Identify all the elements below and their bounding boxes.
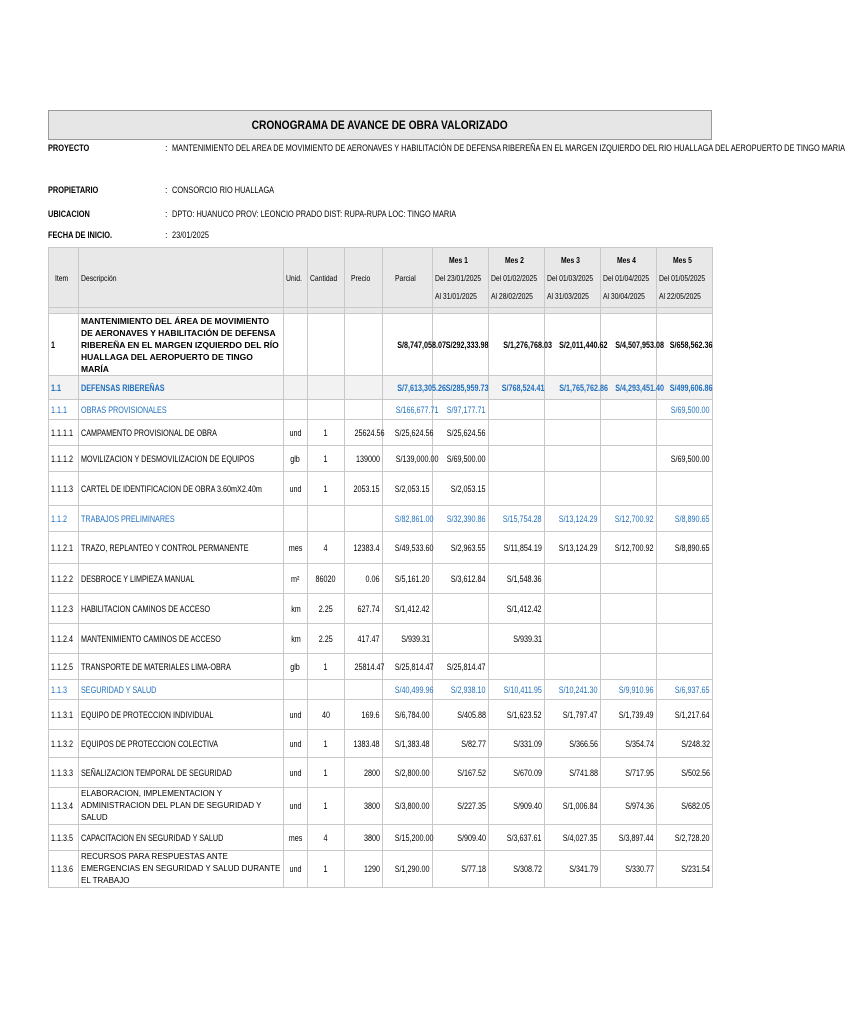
cell-item: 1 xyxy=(49,314,79,376)
info-value: DPTO: HUANUCO PROV: LEONCIO PRADO DIST: RUPA-RUPA LOC: TINGO MARIA xyxy=(172,209,457,219)
cell-mes-2: S/3,637.61 xyxy=(489,825,545,851)
cell-mes-4 xyxy=(601,472,657,506)
cell-item: 1.1.3.5 xyxy=(49,825,79,851)
cell-descripcion: CARTEL DE IDENTIFICACION DE OBRA 3.60mX2.40m xyxy=(79,472,284,506)
cell-parcial: S/139,000.00 xyxy=(383,446,433,472)
cell-mes-2: S/331.09 xyxy=(489,730,545,758)
cell-parcial: S/939.31 xyxy=(383,624,433,654)
cell-parcial: S/8,747,058.07 xyxy=(383,314,433,376)
cell-mes-1 xyxy=(433,624,489,654)
cell-cantidad: 40 xyxy=(308,700,345,730)
cell-mes-5 xyxy=(657,564,713,594)
cell-mes-5: S/502.56 xyxy=(657,758,713,788)
cell-mes-5: S/8,890.65 xyxy=(657,506,713,532)
cell-descripcion: TRAZO, REPLANTEO Y CONTROL PERMANENTE xyxy=(79,532,284,564)
cell-mes-1: S/909.40 xyxy=(433,825,489,851)
cell-cantidad xyxy=(308,680,345,700)
cell-item: 1.1.3 xyxy=(49,680,79,700)
info-label: PROYECTO xyxy=(48,143,90,153)
cell-mes-4: S/12,700.92 xyxy=(601,532,657,564)
info-colon: : xyxy=(165,209,168,219)
cell-unid: glb xyxy=(284,446,308,472)
cell-unid: km xyxy=(284,624,308,654)
cell-cantidad: 1 xyxy=(308,654,345,680)
cell-mes-1: S/2,938.10 xyxy=(433,680,489,700)
cell-cantidad: 2.25 xyxy=(308,594,345,624)
cell-mes-2: S/939.31 xyxy=(489,624,545,654)
cell-cantidad: 1 xyxy=(308,446,345,472)
table-row xyxy=(49,564,713,594)
cell-mes-2: S/1,412.42 xyxy=(489,594,545,624)
cell-descripcion: EQUIPOS DE PROTECCION COLECTIVA xyxy=(79,730,284,758)
cell-parcial: S/15,200.00 xyxy=(383,825,433,851)
header-mes-3: Mes 3 Del 01/03/2025 Al 31/03/2025 xyxy=(545,248,601,308)
table-row xyxy=(49,472,713,506)
cell-mes-3 xyxy=(545,564,601,594)
cell-item: 1.1.1.3 xyxy=(49,472,79,506)
header-parcial: Parcial xyxy=(383,248,433,308)
cell-mes-2: S/1,276,768.03 xyxy=(489,314,545,376)
cell-mes-3: S/4,027.35 xyxy=(545,825,601,851)
cell-precio xyxy=(345,506,383,532)
cell-unid: mes xyxy=(284,532,308,564)
cell-descripcion: CAPACITACION EN SEGURIDAD Y SALUD xyxy=(79,825,284,851)
header-item: Item xyxy=(49,248,79,308)
cell-unid: und xyxy=(284,788,308,825)
cell-descripcion: CAMPAMENTO PROVISIONAL DE OBRA xyxy=(79,420,284,446)
cell-mes-5: S/69,500.00 xyxy=(657,400,713,420)
cell-mes-1: S/227.35 xyxy=(433,788,489,825)
cell-mes-4 xyxy=(601,564,657,594)
cell-mes-4 xyxy=(601,446,657,472)
cell-cantidad: 86020 xyxy=(308,564,345,594)
cell-mes-5 xyxy=(657,472,713,506)
cell-item: 1.1.3.3 xyxy=(49,758,79,788)
table-row xyxy=(49,594,713,624)
sheet xyxy=(48,110,845,885)
cell-item: 1.1.2.4 xyxy=(49,624,79,654)
table-row xyxy=(49,851,713,888)
table-row xyxy=(49,680,713,700)
cell-mes-2: S/308.72 xyxy=(489,851,545,888)
cell-parcial: S/40,499.96 xyxy=(383,680,433,700)
cell-item: 1.1.3.1 xyxy=(49,700,79,730)
cell-mes-5: S/231.54 xyxy=(657,851,713,888)
cell-mes-1: S/69,500.00 xyxy=(433,446,489,472)
cell-mes-1: S/167.52 xyxy=(433,758,489,788)
cell-descripcion: OBRAS PROVISIONALES xyxy=(79,400,284,420)
info-label: UBICACION xyxy=(48,209,90,219)
cell-descripcion: DESBROCE Y LIMPIEZA MANUAL xyxy=(79,564,284,594)
cell-cantidad: 4 xyxy=(308,825,345,851)
cell-descripcion: SEGURIDAD Y SALUD xyxy=(79,680,284,700)
cell-mes-2: S/909.40 xyxy=(489,788,545,825)
cell-mes-3: S/13,124.29 xyxy=(545,506,601,532)
cell-mes-5: S/1,217.64 xyxy=(657,700,713,730)
table-row xyxy=(49,730,713,758)
cell-mes-1: S/405.88 xyxy=(433,700,489,730)
cell-item: 1.1.3.2 xyxy=(49,730,79,758)
cell-cantidad xyxy=(308,314,345,376)
cell-precio: 3800 xyxy=(345,825,383,851)
cell-mes-4 xyxy=(601,654,657,680)
cell-mes-4: S/12,700.92 xyxy=(601,506,657,532)
cell-descripcion: MOVILIZACION Y DESMOVILIZACION DE EQUIPOS xyxy=(79,446,284,472)
cell-cantidad xyxy=(308,376,345,400)
cell-parcial: S/25,624.56 xyxy=(383,420,433,446)
cell-parcial: S/5,161.20 xyxy=(383,564,433,594)
cell-mes-2: S/11,854.19 xyxy=(489,532,545,564)
cell-unid xyxy=(284,400,308,420)
info-value: MANTENIMIENTO DEL AREA DE MOVIMIENTO DE AERONAVES Y HABILITACIÓN DE DEFENSA RIBEREÑA EN EL MARGEN IZQUIERDO DEL RIO HUALLAGA DEL AEROPUERTO DE TINGO MARIA xyxy=(172,143,845,153)
cell-mes-1: S/32,390.86 xyxy=(433,506,489,532)
cell-mes-3: S/741.88 xyxy=(545,758,601,788)
cell-mes-2 xyxy=(489,400,545,420)
cell-mes-1: S/2,963.55 xyxy=(433,532,489,564)
cell-precio: 139000 xyxy=(345,446,383,472)
cell-unid xyxy=(284,680,308,700)
cell-parcial: S/166,677.71 xyxy=(383,400,433,420)
cell-unid: mes xyxy=(284,825,308,851)
cell-precio: 0.06 xyxy=(345,564,383,594)
cell-parcial: S/49,533.60 xyxy=(383,532,433,564)
cell-item: 1.1.2.5 xyxy=(49,654,79,680)
cell-precio: 627.74 xyxy=(345,594,383,624)
cell-item: 1.1.2.3 xyxy=(49,594,79,624)
cell-mes-2: S/1,548.36 xyxy=(489,564,545,594)
cell-mes-2: S/670.09 xyxy=(489,758,545,788)
cell-cantidad: 1 xyxy=(308,851,345,888)
cell-precio: 1383.48 xyxy=(345,730,383,758)
header-precio: Precio xyxy=(345,248,383,308)
cell-mes-3 xyxy=(545,624,601,654)
table-row xyxy=(49,420,713,446)
cell-mes-1: S/77.18 xyxy=(433,851,489,888)
cell-descripcion: EQUIPO DE PROTECCION INDIVIDUAL xyxy=(79,700,284,730)
cell-unid: glb xyxy=(284,654,308,680)
cell-mes-3 xyxy=(545,472,601,506)
cell-precio: 25814.47 xyxy=(345,654,383,680)
table-row xyxy=(49,376,713,400)
cell-item: 1.1.2.2 xyxy=(49,564,79,594)
cell-mes-2 xyxy=(489,420,545,446)
table-row xyxy=(49,624,713,654)
cell-unid: und xyxy=(284,472,308,506)
cell-mes-3: S/10,241.30 xyxy=(545,680,601,700)
cell-unid: und xyxy=(284,700,308,730)
cell-mes-4: S/330.77 xyxy=(601,851,657,888)
cell-mes-5: S/682.05 xyxy=(657,788,713,825)
cell-parcial: S/82,861.00 xyxy=(383,506,433,532)
cell-mes-3: S/2,011,440.62 xyxy=(545,314,601,376)
table-header-row xyxy=(49,248,713,308)
cell-mes-1: S/3,612.84 xyxy=(433,564,489,594)
cell-parcial: S/2,053.15 xyxy=(383,472,433,506)
info-value: 23/01/2025 xyxy=(172,230,209,240)
header-cantidad: Cantidad xyxy=(308,248,345,308)
cell-mes-4: S/4,507,953.08 xyxy=(601,314,657,376)
cell-mes-3 xyxy=(545,446,601,472)
cell-cantidad: 4 xyxy=(308,532,345,564)
table-row xyxy=(49,758,713,788)
cell-precio: 3800 xyxy=(345,788,383,825)
cell-descripcion: MANTENIMIENTO DEL ÁREA DE MOVIMIENTO DE AERONAVES Y HABILITACIÓN DE DEFENSA RIBEREÑA EN EL MARGEN IZQUIERDO DEL RÍO HUALLAGA DEL AEROPUERTO DE TINGO MARÍA xyxy=(79,314,284,376)
cell-item: 1.1.2 xyxy=(49,506,79,532)
info-label: FECHA DE INICIO. xyxy=(48,230,113,240)
cell-mes-1: S/82.77 xyxy=(433,730,489,758)
cell-precio xyxy=(345,376,383,400)
schedule-table xyxy=(48,247,713,888)
cell-mes-2: S/1,623.52 xyxy=(489,700,545,730)
cell-mes-4 xyxy=(601,400,657,420)
info-colon: : xyxy=(165,230,168,240)
cell-mes-5: S/69,500.00 xyxy=(657,446,713,472)
cell-mes-4: S/354.74 xyxy=(601,730,657,758)
cell-descripcion: SEÑALIZACION TEMPORAL DE SEGURIDAD xyxy=(79,758,284,788)
header-unid: Unid. xyxy=(284,248,308,308)
cell-mes-5: S/2,728.20 xyxy=(657,825,713,851)
cell-mes-2: S/768,524.41 xyxy=(489,376,545,400)
cell-mes-4: S/1,739.49 xyxy=(601,700,657,730)
cell-mes-4 xyxy=(601,420,657,446)
cell-cantidad: 1 xyxy=(308,788,345,825)
cell-mes-5: S/499,606.86 xyxy=(657,376,713,400)
cell-parcial: S/1,383.48 xyxy=(383,730,433,758)
cell-precio: 169.6 xyxy=(345,700,383,730)
cell-precio xyxy=(345,314,383,376)
cell-descripcion: ELABORACION, IMPLEMENTACION Y ADMINISTRACION DEL PLAN DE SEGURIDAD Y SALUD xyxy=(79,788,284,825)
cell-mes-1: S/25,624.56 xyxy=(433,420,489,446)
cell-parcial: S/3,800.00 xyxy=(383,788,433,825)
cell-parcial: S/2,800.00 xyxy=(383,758,433,788)
cell-item: 1.1.1.1 xyxy=(49,420,79,446)
cell-item: 1.1 xyxy=(49,376,79,400)
cell-cantidad xyxy=(308,506,345,532)
cell-mes-1: S/25,814.47 xyxy=(433,654,489,680)
header-mes-2: Mes 2 Del 01/02/2025 Al 28/02/2025 xyxy=(489,248,545,308)
cell-cantidad: 1 xyxy=(308,758,345,788)
cell-mes-2: S/10,411.95 xyxy=(489,680,545,700)
header-mes-1: Mes 1 Del 23/01/2025 Al 31/01/2025 xyxy=(433,248,489,308)
cell-precio: 2800 xyxy=(345,758,383,788)
cell-unid: und xyxy=(284,851,308,888)
cell-parcial: S/6,784.00 xyxy=(383,700,433,730)
cell-precio: 25624.56 xyxy=(345,420,383,446)
cell-precio: 2053.15 xyxy=(345,472,383,506)
cell-mes-1: S/292,333.98 xyxy=(433,314,489,376)
cell-unid xyxy=(284,376,308,400)
cell-descripcion: TRANSPORTE DE MATERIALES LIMA-OBRA xyxy=(79,654,284,680)
table-row xyxy=(49,446,713,472)
cell-cantidad: 1 xyxy=(308,420,345,446)
cell-mes-1 xyxy=(433,594,489,624)
cell-descripcion: TRABAJOS PRELIMINARES xyxy=(79,506,284,532)
table-row xyxy=(49,314,713,376)
cell-unid: und xyxy=(284,730,308,758)
info-value: CONSORCIO RIO HUALLAGA xyxy=(172,185,275,195)
cell-mes-1: S/2,053.15 xyxy=(433,472,489,506)
cell-unid: und xyxy=(284,420,308,446)
header-descripcion: Descripción xyxy=(79,248,284,308)
cell-mes-3: S/13,124.29 xyxy=(545,532,601,564)
cell-mes-4: S/9,910.96 xyxy=(601,680,657,700)
cell-mes-3: S/341.79 xyxy=(545,851,601,888)
header-mes-4: Mes 4 Del 01/04/2025 Al 30/04/2025 xyxy=(601,248,657,308)
cell-mes-2: S/15,754.28 xyxy=(489,506,545,532)
cell-mes-4 xyxy=(601,624,657,654)
cell-mes-5: S/8,890.65 xyxy=(657,532,713,564)
cell-mes-2 xyxy=(489,446,545,472)
cell-parcial: S/7,613,305.26 xyxy=(383,376,433,400)
cell-mes-5 xyxy=(657,654,713,680)
table-row xyxy=(49,788,713,825)
cell-parcial: S/25,814.47 xyxy=(383,654,433,680)
cell-mes-3: S/1,797.47 xyxy=(545,700,601,730)
cell-mes-5 xyxy=(657,624,713,654)
header-mes-5: Mes 5 Del 01/05/2025 Al 22/05/2025 xyxy=(657,248,713,308)
cell-mes-2 xyxy=(489,654,545,680)
cell-precio: 417.47 xyxy=(345,624,383,654)
table-row xyxy=(49,400,713,420)
cell-mes-3: S/1,765,762.86 xyxy=(545,376,601,400)
cell-descripcion: RECURSOS PARA RESPUESTAS ANTE EMERGENCIAS EN SEGURIDAD Y SALUD DURANTE EL TRABAJO xyxy=(79,851,284,888)
cell-mes-5: S/248.32 xyxy=(657,730,713,758)
cell-item: 1.1.3.4 xyxy=(49,788,79,825)
cell-descripcion: MANTENIMIENTO CAMINOS DE ACCESO xyxy=(79,624,284,654)
cell-mes-3: S/366.56 xyxy=(545,730,601,758)
cell-precio xyxy=(345,400,383,420)
cell-item: 1.1.1 xyxy=(49,400,79,420)
document-title-box xyxy=(48,110,712,140)
table-row xyxy=(49,825,713,851)
table-row xyxy=(49,506,713,532)
cell-mes-4: S/974.36 xyxy=(601,788,657,825)
cell-parcial: S/1,290.00 xyxy=(383,851,433,888)
cell-item: 1.1.1.2 xyxy=(49,446,79,472)
table-row xyxy=(49,700,713,730)
cell-mes-1: S/285,959.73 xyxy=(433,376,489,400)
cell-mes-5 xyxy=(657,420,713,446)
cell-mes-4: S/4,293,451.40 xyxy=(601,376,657,400)
cell-unid: km xyxy=(284,594,308,624)
document-title: CRONOGRAMA DE AVANCE DE OBRA VALORIZADO xyxy=(251,118,509,132)
cell-mes-4 xyxy=(601,594,657,624)
table-row xyxy=(49,532,713,564)
cell-item: 1.1.3.6 xyxy=(49,851,79,888)
cell-cantidad: 2.25 xyxy=(308,624,345,654)
info-colon: : xyxy=(165,185,168,195)
cell-mes-1: S/97,177.71 xyxy=(433,400,489,420)
cell-mes-3 xyxy=(545,654,601,680)
cell-mes-4: S/717.95 xyxy=(601,758,657,788)
cell-mes-2 xyxy=(489,472,545,506)
info-label: PROPIETARIO xyxy=(48,185,99,195)
cell-mes-3 xyxy=(545,400,601,420)
cell-unid xyxy=(284,506,308,532)
cell-precio: 1290 xyxy=(345,851,383,888)
cell-mes-3 xyxy=(545,420,601,446)
cell-unid xyxy=(284,314,308,376)
cell-mes-5: S/6,937.65 xyxy=(657,680,713,700)
cell-mes-5 xyxy=(657,594,713,624)
cell-precio xyxy=(345,680,383,700)
cell-precio: 12383.4 xyxy=(345,532,383,564)
info-colon: : xyxy=(165,143,168,153)
cell-item: 1.1.2.1 xyxy=(49,532,79,564)
cell-mes-3 xyxy=(545,594,601,624)
cell-parcial: S/1,412.42 xyxy=(383,594,433,624)
cell-unid: und xyxy=(284,758,308,788)
cell-cantidad: 1 xyxy=(308,472,345,506)
cell-cantidad xyxy=(308,400,345,420)
cell-mes-3: S/1,006.84 xyxy=(545,788,601,825)
cell-cantidad: 1 xyxy=(308,730,345,758)
cell-mes-5: S/658,562.36 xyxy=(657,314,713,376)
cell-mes-4: S/3,897.44 xyxy=(601,825,657,851)
cell-descripcion: HABILITACION CAMINOS DE ACCESO xyxy=(79,594,284,624)
table-row xyxy=(49,654,713,680)
cell-descripcion: DEFENSAS RIBEREÑAS xyxy=(79,376,284,400)
cell-unid: m² xyxy=(284,564,308,594)
